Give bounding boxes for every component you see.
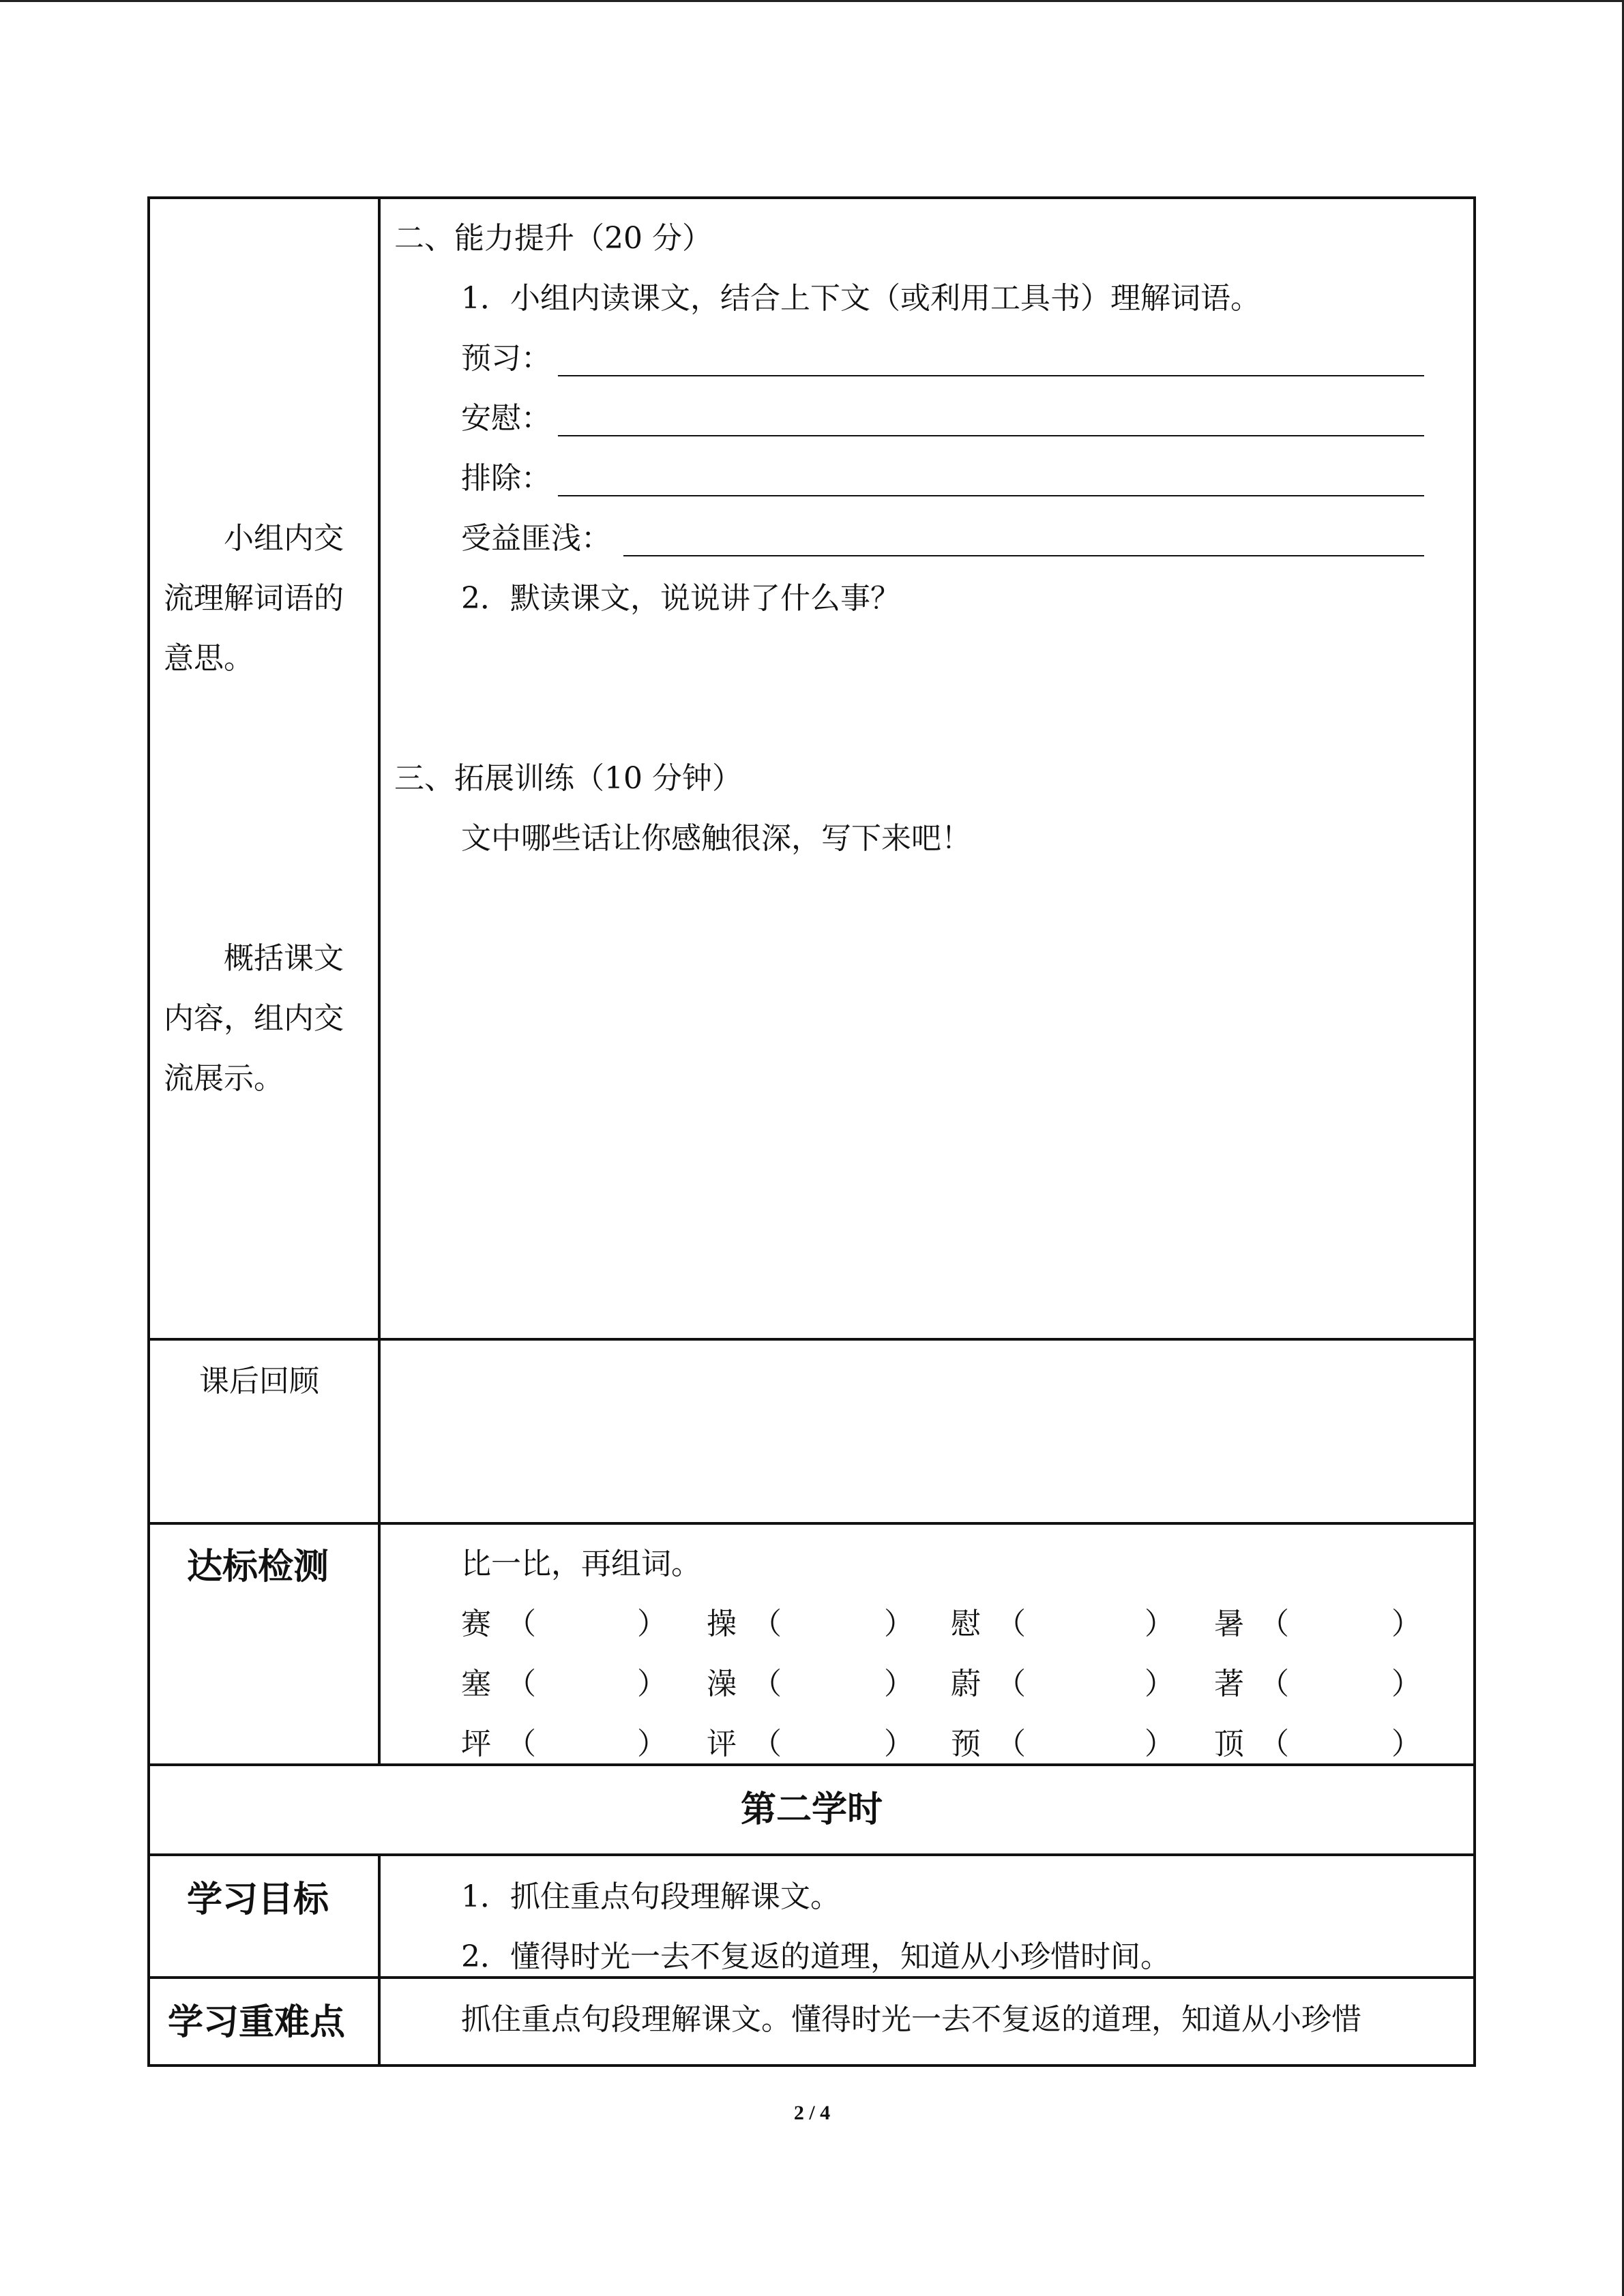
char: 预	[951, 1727, 981, 1761]
open-paren: （	[752, 1667, 782, 1701]
open-paren: （	[1259, 1607, 1289, 1641]
close-paren: ）	[884, 1667, 914, 1701]
close-paren: ）	[884, 1727, 914, 1761]
note-line: 流展示。	[164, 1061, 284, 1096]
note-line: 流理解词语的	[164, 581, 344, 616]
column-divider-bottom	[378, 1853, 381, 2067]
close-paren: ）	[1391, 1727, 1421, 1761]
open-paren: （	[996, 1607, 1026, 1641]
note-line: 概括课文	[164, 941, 344, 976]
close-paren: ）	[637, 1607, 667, 1641]
char: 著	[1214, 1667, 1244, 1701]
char: 塞	[461, 1667, 491, 1701]
close-paren: ）	[1145, 1667, 1175, 1701]
goal-item: 1．抓住重点句段理解课文。	[461, 1879, 840, 1914]
check-instruction: 比一比，再组词。	[461, 1547, 701, 1581]
open-paren: （	[506, 1607, 536, 1641]
page-top-edge	[0, 0, 1624, 2]
check-label: 达标检测	[187, 1547, 329, 1587]
char: 澡	[707, 1667, 737, 1701]
open-paren: （	[506, 1667, 536, 1701]
term-label: 预习：	[461, 341, 551, 376]
answer-line[interactable]	[623, 555, 1424, 556]
char: 蔚	[951, 1667, 981, 1701]
goal-item: 2．懂得时光一去不复返的道理，知道从小珍惜时间。	[461, 1939, 1170, 1974]
open-paren: （	[752, 1607, 782, 1641]
open-paren: （	[1259, 1727, 1289, 1761]
key-points-label: 学习重难点	[168, 2002, 346, 2043]
close-paren: ）	[1145, 1727, 1175, 1761]
worksheet-table	[147, 196, 1476, 2067]
close-paren: ）	[637, 1727, 667, 1761]
column-divider-top	[378, 196, 381, 1766]
note-line: 意思。	[164, 641, 254, 676]
char: 评	[707, 1727, 737, 1761]
open-paren: （	[506, 1727, 536, 1761]
term-label: 排除：	[461, 461, 551, 496]
char: 顶	[1214, 1727, 1244, 1761]
page-number: 2 / 4	[793, 2102, 831, 2124]
question-2: 2．默读课文，说说讲了什么事？	[461, 581, 900, 616]
close-paren: ）	[1145, 1607, 1175, 1641]
answer-line[interactable]	[558, 435, 1424, 436]
open-paren: （	[996, 1727, 1026, 1761]
close-paren: ）	[884, 1607, 914, 1641]
extension-prompt: 文中哪些话让你感触很深，写下来吧！	[461, 821, 971, 856]
close-paren: ）	[1391, 1607, 1421, 1641]
note-line: 内容，组内交	[164, 1001, 344, 1036]
char: 赛	[461, 1607, 491, 1641]
char: 坪	[461, 1727, 491, 1761]
term-label: 安慰：	[461, 401, 551, 436]
char: 慰	[951, 1607, 981, 1641]
note-line: 小组内交	[164, 521, 344, 556]
char: 暑	[1214, 1607, 1244, 1641]
close-paren: ）	[1391, 1667, 1421, 1701]
open-paren: （	[996, 1667, 1026, 1701]
section-title-extension: 三、拓展训练（10 分钟）	[394, 761, 742, 796]
char: 操	[707, 1607, 737, 1641]
term-label: 受益匪浅：	[461, 521, 611, 556]
answer-line[interactable]	[558, 495, 1424, 496]
row-divider-check	[147, 1522, 1476, 1525]
section-title-ability: 二、能力提升（20 分）	[394, 221, 712, 256]
row-divider-review	[147, 1338, 1476, 1341]
open-paren: （	[752, 1727, 782, 1761]
row-divider-goals	[147, 1853, 1476, 1856]
period-title: 第二学时	[740, 1789, 883, 1830]
open-paren: （	[1259, 1667, 1289, 1701]
close-paren: ）	[637, 1667, 667, 1701]
key-points-text: 抓住重点句段理解课文。懂得时光一去不复返的道理，知道从小珍惜	[461, 2002, 1361, 2037]
goals-label: 学习目标	[187, 1879, 329, 1920]
answer-line[interactable]	[558, 375, 1424, 376]
question-1: 1．小组内读课文，结合上下文（或利用工具书）理解词语。	[461, 281, 1260, 316]
review-label: 课后回顾	[199, 1364, 319, 1399]
